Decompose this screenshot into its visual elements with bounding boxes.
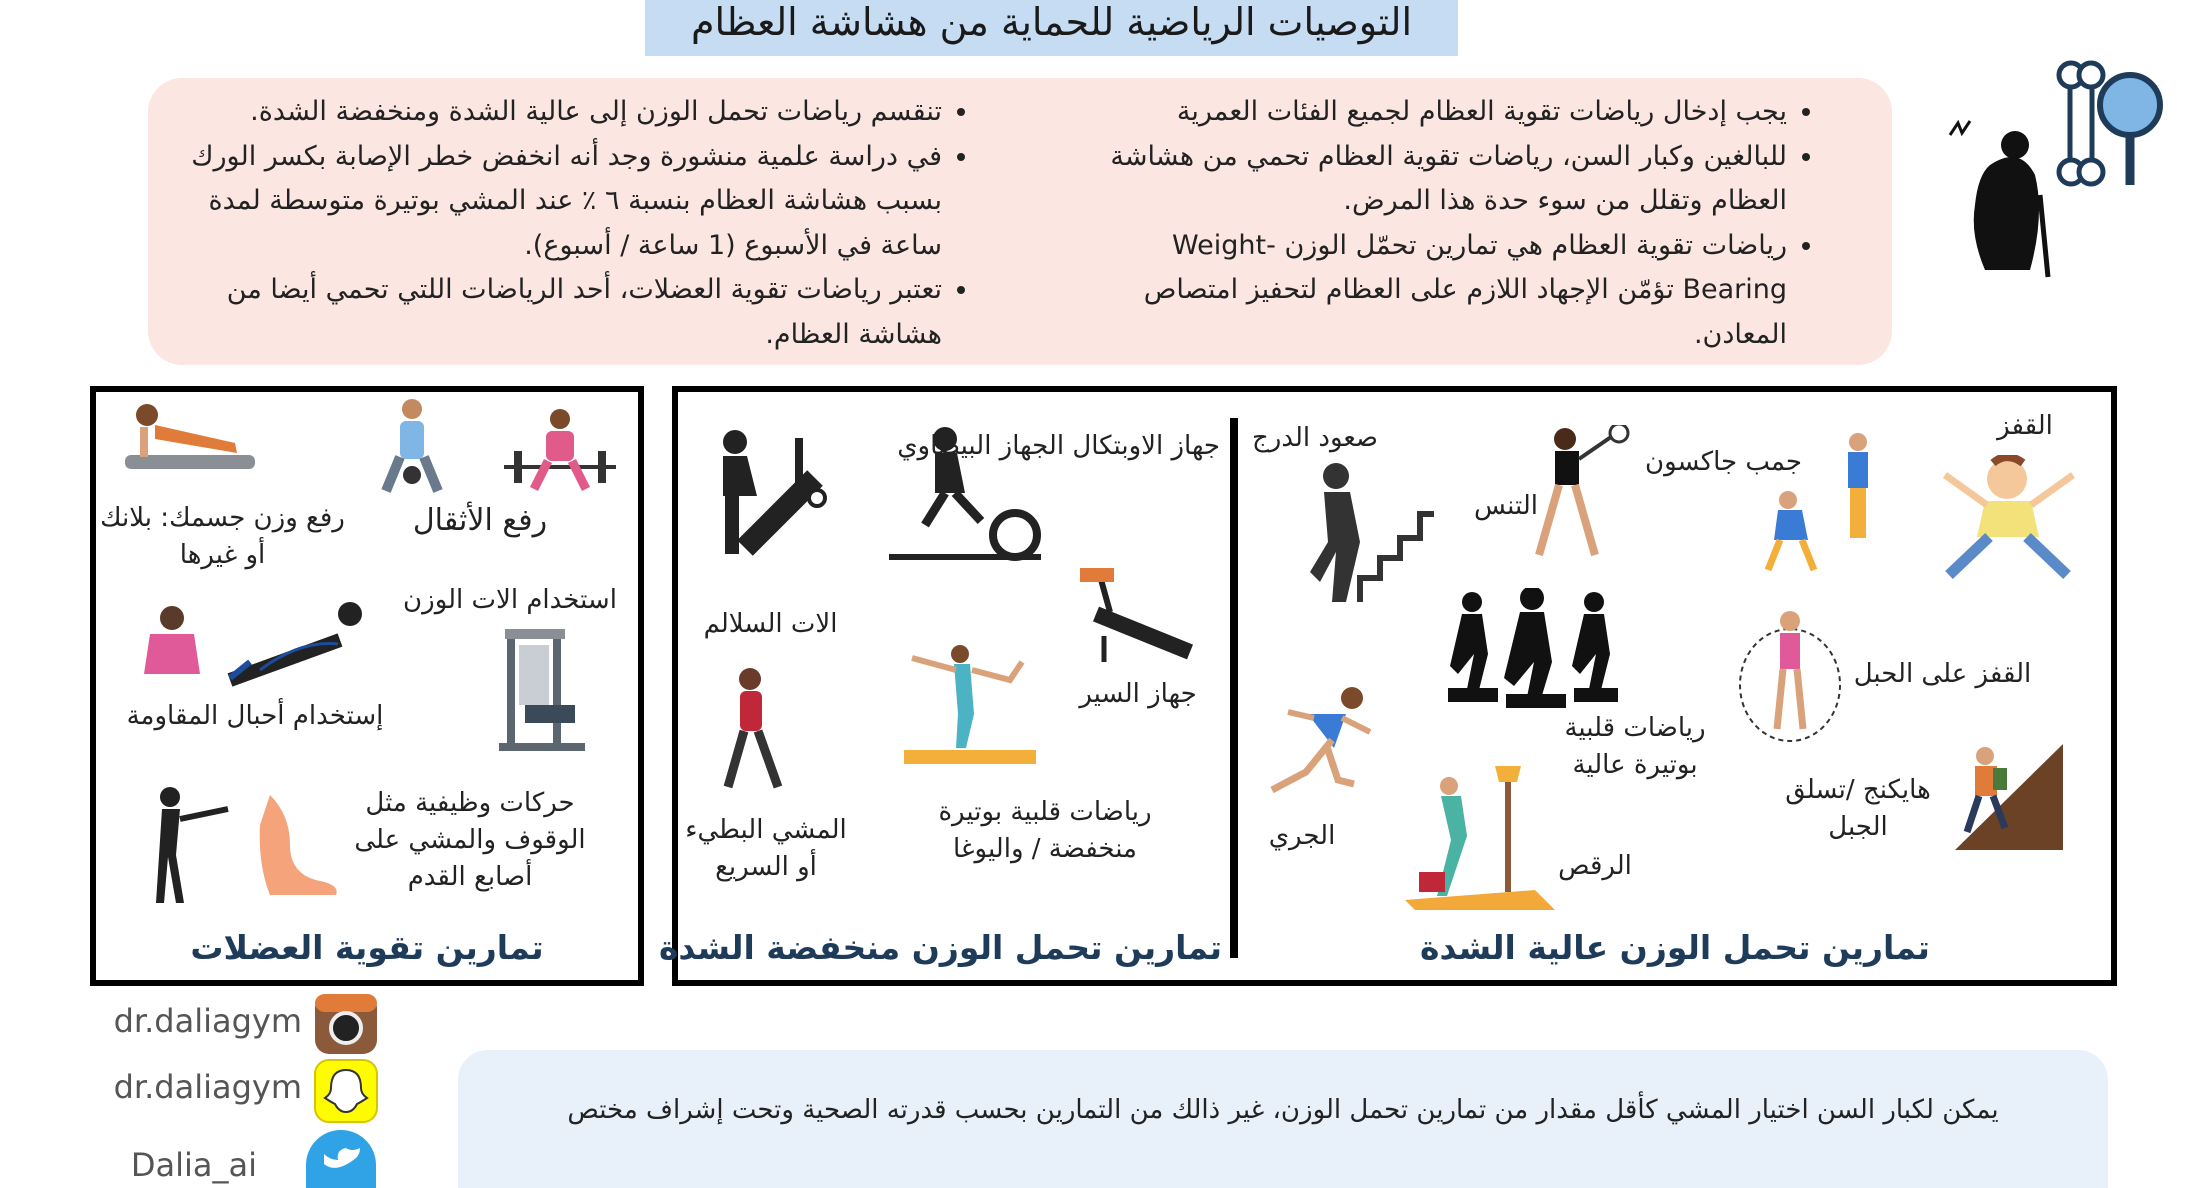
info-column-left xyxy=(190,90,980,357)
treadmill-icon xyxy=(1070,556,1200,666)
label-treadmill: جهاز السير xyxy=(1079,679,1197,709)
label-stairs: صعود الدرج xyxy=(1251,423,1379,453)
barbell-icon xyxy=(500,405,620,495)
label-bands: إستخدام أحبال المقاومة xyxy=(126,701,384,731)
footer-note: يمكن لكبار السن اختيار المشي كأقل مقدار من تمارين تحمل الوزن، غير ذالك من التمارين بحسب قدرته الصحية وتحت إشراف مختص xyxy=(567,1095,1999,1125)
info-column-right xyxy=(1090,90,1825,357)
stair-machine-icon xyxy=(705,428,835,578)
label-elliptical: جهاز الاوبتكال الجهاز البيضاوي xyxy=(897,431,1220,461)
walking-icon xyxy=(710,665,800,795)
toe-stand-icon xyxy=(140,785,360,905)
snapchat-icon[interactable] xyxy=(313,1058,379,1124)
running-icon xyxy=(1242,680,1382,810)
info-bullet: • تعتبر رياضات تقوية العضلات، أحد الرياضات اللتي تحمي أيضا من هشاشة العظام. xyxy=(190,268,942,357)
jump-rope-icon xyxy=(1735,605,1845,745)
high-cardio-icon xyxy=(1448,588,1618,708)
snapchat-handle[interactable]: dr.daliagym xyxy=(113,1068,302,1106)
hiking-icon xyxy=(1945,742,2065,852)
label-jumping: القفز xyxy=(1997,411,2053,441)
high-intensity-panel-title: تمارين تحمل الوزن عالية الشدة xyxy=(1420,928,1930,967)
resistance-band-icon xyxy=(120,600,380,695)
page-title: التوصيات الرياضية للحماية من هشاشة العظام xyxy=(645,0,1458,56)
jumping-child-icon xyxy=(1935,455,2085,585)
dancing-icon xyxy=(1405,760,1555,910)
twitter-handle[interactable]: Dalia_ai xyxy=(130,1146,257,1184)
info-bullet: • تنقسم رياضات تحمل الوزن إلى عالية الشدة ومنخفضة الشدة. xyxy=(190,90,942,135)
info-bullet: • للبالغين وكبار السن، رياضات تقوية العظام تحمي من هشاشة العظام وتقلل من سوء حدة هذا المرض. xyxy=(1090,135,1787,224)
low-intensity-panel-title: تمارين تحمل الوزن منخفضة الشدة xyxy=(658,928,1222,967)
label-weights: رفع الأثقال xyxy=(412,503,548,538)
label-hiking: هايكنج /تسلق الجبل xyxy=(1785,775,1931,842)
label-rope: القفز على الحبل xyxy=(1853,659,2032,689)
climbing-stairs-icon xyxy=(1300,462,1440,612)
panel-divider xyxy=(1230,418,1238,958)
plank-icon xyxy=(115,395,265,485)
label-walking: المشي البطيء أو السريع xyxy=(685,815,847,882)
weight-machine-icon xyxy=(495,625,595,755)
jumping-jacks-icon xyxy=(1758,430,1898,580)
yoga-icon xyxy=(900,640,1040,770)
label-functional: حركات وظيفية مثل الوقوف والمشي على أصابع القدم xyxy=(354,788,586,892)
instagram-handle[interactable]: dr.daliagym xyxy=(113,1002,302,1040)
label-machines: استخدام الات الوزن xyxy=(403,585,617,615)
label-low-cardio: رياضات قلبية بوتيرة منخفضة / واليوغا xyxy=(938,797,1152,864)
osteoporosis-illustration xyxy=(1930,45,2170,295)
label-jumping-jacks: جمب جاكسون xyxy=(1645,447,1802,477)
label-tennis: التنس xyxy=(1474,491,1538,521)
label-stair-machine: الات السلالم xyxy=(703,609,838,639)
twitter-icon[interactable] xyxy=(306,1130,376,1188)
muscle-panel-title: تمارين تقوية العضلات xyxy=(190,928,544,967)
info-bullet: • رياضات تقوية العظام هي تمارين تحمّل الوزن -Weight Bearing تؤمّن الإجهاد اللازم على العظام لتحفيز امتصاص المعادن. xyxy=(1090,224,1787,358)
info-bullet: • يجب إدخال رياضات تقوية العظام لجميع الفئات العمرية xyxy=(1090,90,1787,135)
label-high-cardio: رياضات قلبية بوتيرة عالية xyxy=(1564,713,1706,780)
info-bullet: • في دراسة علمية منشورة وجد أنه انخفض خطر الإصابة بكسر الورك بسبب هشاشة العظام بنسبة ٦ ٪ عند المشي بوتيرة متوسطة لمدة ساعة في الأسبوع (1 ساعة / أسبوع). xyxy=(190,135,942,269)
kettlebell-icon xyxy=(372,395,452,505)
label-dancing: الرقص xyxy=(1558,851,1632,881)
label-bodyweight: رفع وزن جسمك: بلانك أو غيرها xyxy=(100,503,345,570)
instagram-icon[interactable] xyxy=(313,992,379,1056)
label-running: الجري xyxy=(1268,821,1336,851)
